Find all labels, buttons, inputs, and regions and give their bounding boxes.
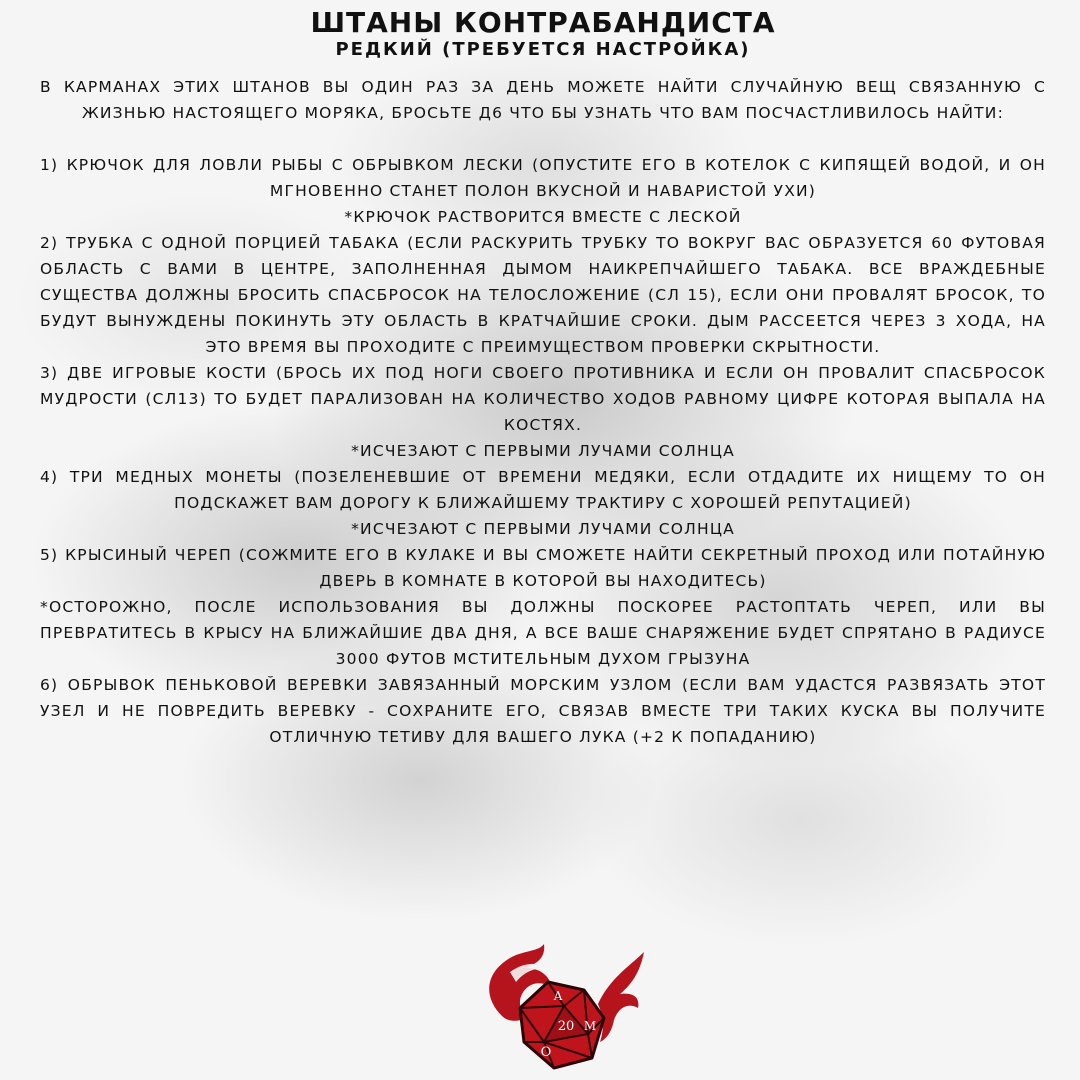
- result-text: 4) ТРИ МЕДНЫХ МОНЕТЫ (ПОЗЕЛЕНЕВШИЕ ОТ ВРЕМЕНИ МЕДЯКИ, ЕСЛИ ОТДАДИТЕ ИХ НИЩЕМУ ТО ОН ПОДСКАЖЕТ ВАМ ДОРОГУ К БЛИЖАЙШЕМУ ТРАКТИРУ С ХОРОШЕЙ РЕПУТАЦИЕЙ): [40, 468, 1046, 512]
- rarity-subtitle: РЕДКИЙ (ТРЕБУЕТСЯ НАСТРОЙКА): [335, 39, 751, 60]
- result-text: 1) КРЮЧОК ДЛЯ ЛОВЛИ РЫБЫ С ОБРЫВКОМ ЛЕСКИ (ОПУСТИТЕ ЕГО В КОТЕЛОК С КИПЯЩЕЙ ВОДОЙ, И ОН МГНОВЕННО СТАНЕТ ПОЛОН ВКУСНОЙ И НАВАРИСТОЙ УХИ): [40, 156, 1046, 200]
- die-number-20: 20: [557, 1019, 575, 1034]
- die-letter-o: О: [540, 1045, 552, 1060]
- result-note: *ИСЧЕЗАЮТ С ПЕРВЫМИ ЛУЧАМИ СОЛНЦА: [351, 442, 735, 460]
- right-flame-icon: [598, 952, 644, 1042]
- list-item: [40, 464, 1046, 542]
- result-note: *ИСЧЕЗАЮТ С ПЕРВЫМИ ЛУЧАМИ СОЛНЦА: [351, 520, 735, 538]
- list-item: [40, 672, 1046, 750]
- die-letter-m: М: [583, 1019, 597, 1033]
- result-text: 5) КРЫСИНЫЙ ЧЕРЕП (СОЖМИТЕ ЕГО В КУЛАКЕ И ВЫ СМОЖЕТЕ НАЙТИ СЕКРЕТНЫЙ ПРОХОД ИЛИ ПОТАЙНУЮ ДВЕРЬ В КОМНАТЕ В КОТОРОЙ ВЫ НАХОДИТЕСЬ): [40, 546, 1046, 590]
- result-text: 2) ТРУБКА С ОДНОЙ ПОРЦИЕЙ ТАБАКА (ЕСЛИ РАСКУРИТЬ ТРУБКУ ТО ВОКРУГ ВАС ОБРАЗУЕТСЯ 60 ФУТОВАЯ ОБЛАСТЬ С ВАМИ В ЦЕНТРЕ, ЗАПОЛНЕННАЯ ДЫМОМ НАИКРЕПЧАЙШЕГО ТАБАКА. ВСЕ ВРАЖДЕБНЫЕ СУЩЕСТВА ДОЛЖНЫ БРОСИТЬ СПАСБРОСОК НА ТЕЛОСЛОЖЕНИЕ (СЛ 15), ЕСЛИ ОНИ ПРОВАЛЯТ БРОСОК, ТО БУДУТ ВЫНУЖДЕНЫ ПОКИНУТЬ ЭТУ ОБЛАСТЬ В КРАТЧАЙШИЕ СРОКИ. ДЫМ РАССЕЕТСЯ ЧЕРЕЗ 3 ХОДА, НА ЭТО ВРЕМЯ ВЫ ПРОХОДИТЕ С ПРЕИМУЩЕСТВОМ ПРОВЕРКИ СКРЫТНОСТИ.: [40, 234, 1046, 356]
- result-note: *ОСТОРОЖНО, ПОСЛЕ ИСПОЛЬЗОВАНИЯ ВЫ ДОЛЖНЫ ПОСКОРЕЕ РАСТОПТАТЬ ЧЕРЕП, ИЛИ ВЫ ПРЕВРАТИТЕСЬ В КРЫСУ НА БЛИЖАЙШИЕ ДВА ДНЯ, А ВСЕ ВАШЕ СНАРЯЖЕНИЕ БУДЕТ СПРЯТАНО В РАДИУСЕ 3000 ФУТОВ МСТИТЕЛЬНЫМ ДУХОМ ГРЫЗУНА: [40, 598, 1046, 668]
- list-item: [40, 152, 1046, 230]
- item-card: [40, 8, 1046, 750]
- result-text: 6) ОБРЫВОК ПЕНЬКОВОЙ ВЕРЕВКИ ЗАВЯЗАННЫЙ МОРСКИМ УЗЛОМ (ЕСЛИ ВАМ УДАСТСЯ РАЗВЯЗАТЬ ЭТОТ УЗЕЛ И НЕ ПОВРЕДИТЬ ВЕРЕВКУ - СОХРАНИТЕ ЕГО, СВЯЗАВ ВМЕСТЕ ТРИ ТАКИХ КУСКА ВЫ ПОЛУЧИТЕ ОТЛИЧНУЮ ТЕТИВУ ДЛЯ ВАШЕГО ЛУКА (+2 К ПОПАДАНИЮ): [40, 676, 1046, 746]
- list-item: [40, 360, 1046, 464]
- die-letter-a: А: [553, 989, 563, 1003]
- result-note: *КРЮЧОК РАСТВОРИТСЯ ВМЕСТЕ С ЛЕСКОЙ: [344, 208, 742, 226]
- list-item: [40, 230, 1046, 360]
- result-text: 3) ДВЕ ИГРОВЫЕ КОСТИ (БРОСЬ ИХ ПОД НОГИ СВОЕГО ПРОТИВНИКА И ЕСЛИ ОН ПРОВАЛИТ СПАСБРОСОК МУДРОСТИ (СЛ13) ТО БУДЕТ ПАРАЛИЗОВАН НА КОЛИЧЕСТВО ХОДОВ РАВНОМУ ЦИФРЕ КОТОРАЯ ВЫПАЛА НА КОСТЯХ.: [40, 364, 1046, 434]
- page-title: ШТАНЫ КОНТРАБАНДИСТА: [310, 6, 776, 39]
- item-description: В КАРМАНАХ ЭТИХ ШТАНОВ ВЫ ОДИН РАЗ ЗА ДЕНЬ МОЖЕТЕ НАЙТИ СЛУЧАЙНУЮ ВЕЩ СВЯЗАННУЮ С ЖИЗНЬЮ НАСТОЯЩЕГО МОРЯКА, БРОСЬТЕ Д6 ЧТО БЫ УЗНАТЬ ЧТО ВАМ ПОСЧАСТЛИВИЛОСЬ НАЙТИ:: [40, 78, 1046, 122]
- list-item: [40, 542, 1046, 672]
- d20-flame-icon: [480, 938, 650, 1078]
- result-list: [40, 152, 1046, 750]
- d20-logo: [480, 938, 650, 1078]
